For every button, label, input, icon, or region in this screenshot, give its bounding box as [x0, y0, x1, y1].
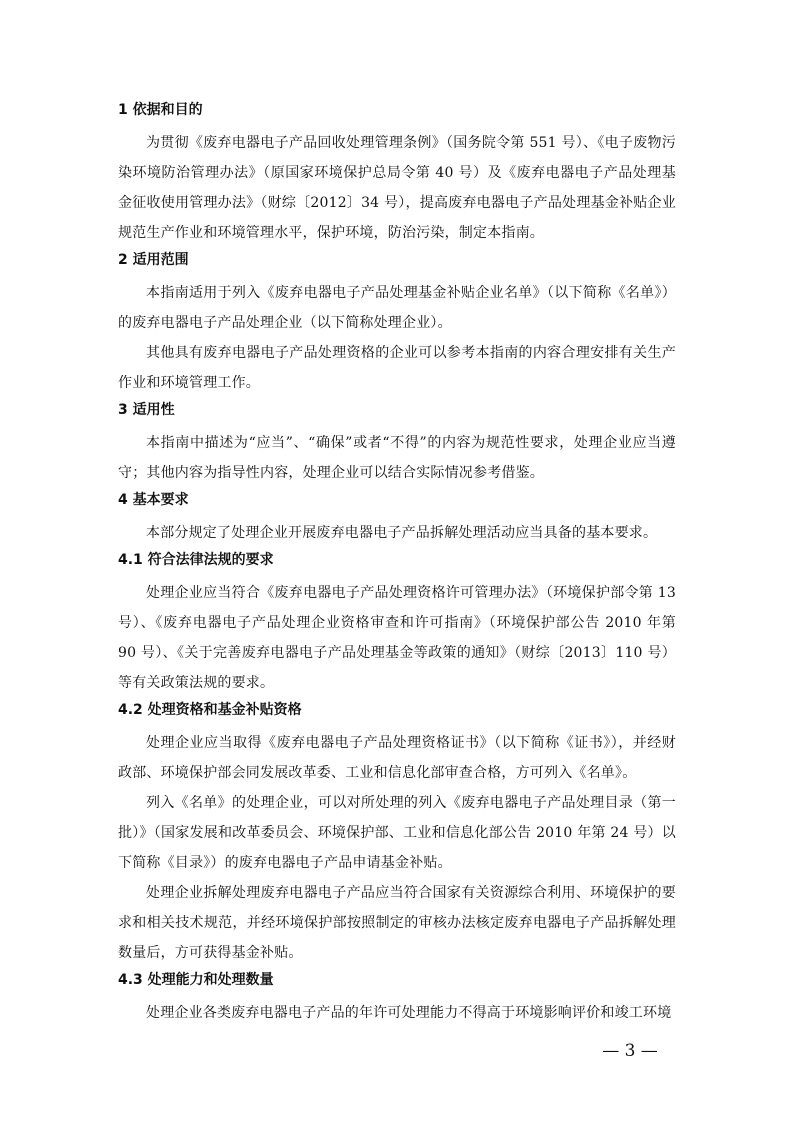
section-heading: 4.1 符合法律法规的要求 [118, 552, 274, 568]
section-2 [118, 248, 676, 398]
paragraph: 处理企业各类废弃电器电子产品的年许可处理能力不得高于环境影响评价和竣工环境 [146, 1005, 672, 1021]
section-4-2 [118, 698, 676, 968]
paragraph: 处理企业应当取得《废弃电器电子产品处理资格证书》（以下简称《证书》），并经财政部、环境保护部会同发展改革委、工业和信息化部审查合格，方可列入《名单》。 [118, 735, 676, 781]
paragraph: 其他具有废弃电器电子产品处理资格的企业可以参考本指南的内容合理安排有关生产作业和环境管理工作。 [118, 345, 676, 391]
paragraph: 本部分规定了处理企业开展废弃电器电子产品拆解处理活动应当具备的基本要求。 [146, 525, 658, 541]
paragraph: 列入《名单》的处理企业，可以对所处理的列入《废弃电器电子产品处理目录（第一批）》（国家发展和改革委员会、环境保护部、工业和信息化部公告 2010 年第 24 号）以下简称《目录》）的废弃电器电子产品申请基金补贴。 [118, 795, 676, 871]
section-4 [118, 488, 676, 548]
paragraph: 处理企业应当符合《废弃电器电子产品处理资格许可管理办法》（环境保护部令第 13 号）、《废弃电器电子产品处理企业资格审查和许可指南》（环境保护部公告 2010 年第 90 号）、《关于完善废弃电器电子产品处理基金等政策的通知》（财综〔2013〕110 号）等有关政策法规的要求。 [118, 585, 676, 691]
section-heading: 4.3 处理能力和处理数量 [118, 972, 274, 988]
section-heading: 2 适用范围 [118, 252, 189, 268]
paragraph: 为贯彻《废弃电器电子产品回收处理管理条例》（国务院令第 551 号）、《电子废物污染环境防治管理办法》（原国家环境保护总局令第 40 号）及《废弃电器电子产品处理基金征收使用管理办法》（财综〔2012〕34 号），提高废弃电器电子产品处理基金补贴企业规范生产作业和环境管理水平，保护环境，防治污染，制定本指南。 [118, 135, 676, 241]
document-body [118, 98, 676, 1028]
paragraph: 本指南适用于列入《废弃电器电子产品处理基金补贴企业名单》（以下简称《名单》）的废弃电器电子产品处理企业（以下简称处理企业）。 [118, 285, 676, 331]
page-number: — 3 — [602, 1041, 658, 1061]
section-1 [118, 98, 676, 248]
paragraph: 本指南中描述为“应当”、“确保”或者“不得”的内容为规范性要求，处理企业应当遵守；其他内容为指导性内容，处理企业可以结合实际情况参考借鉴。 [118, 435, 676, 481]
paragraph: 处理企业拆解处理废弃电器电子产品应当符合国家有关资源综合利用、环境保护的要求和相关技术规范，并经环境保护部按照制定的审核办法核定废弃电器电子产品拆解处理数量后，方可获得基金补贴。 [118, 885, 676, 961]
section-heading: 3 适用性 [118, 402, 175, 418]
section-3 [118, 398, 676, 488]
section-4-1 [118, 548, 676, 698]
section-heading: 4 基本要求 [118, 492, 189, 508]
section-4-3 [118, 968, 676, 1028]
section-heading: 4.2 处理资格和基金补贴资格 [118, 702, 302, 718]
section-heading: 1 依据和目的 [118, 102, 203, 118]
